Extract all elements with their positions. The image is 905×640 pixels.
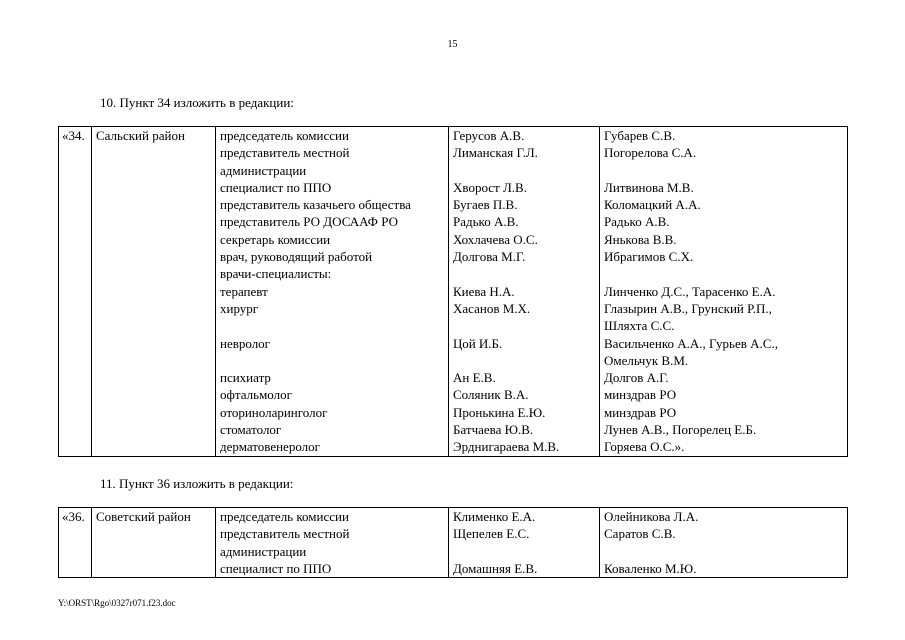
reserve-member-line (604, 543, 843, 560)
role-line: представитель местной (220, 145, 350, 161)
main-member-line: Герусов А.В. (453, 128, 525, 143)
district-name: Сальский район (96, 128, 185, 143)
role-line: администрации (220, 543, 307, 559)
amendment-heading-11: 11. Пункт 36 изложить в редакции: (100, 476, 294, 491)
reserve-member-line: Янькова В.В. (604, 231, 677, 247)
main-member-line: Хворост Л.В. (453, 179, 527, 195)
reserve-member-line: Саратов С.В. (604, 526, 676, 542)
role-line: стоматолог (220, 422, 282, 438)
reserve-member-line: Шляхта С.С. (604, 318, 675, 334)
role-line: врач, руководящий работой (220, 249, 373, 265)
main-member-line: Радько А.В. (453, 214, 519, 230)
main-member-line: Цой И.Б. (453, 335, 503, 351)
main-member-line (453, 162, 595, 179)
role-line: дерматовенеролог (220, 439, 320, 455)
commission-table-34 (58, 126, 848, 457)
amendment-heading-10: 10. Пункт 34 изложить в редакции: (100, 95, 294, 110)
table-row (59, 127, 848, 457)
reserve-member-line: минздрав РО (604, 404, 677, 420)
reserve-member-line: Омельчук В.М. (604, 352, 689, 368)
role-line: оториноларинголог (220, 404, 328, 420)
main-member-line: Хасанов М.Х. (453, 300, 531, 316)
role-line: председатель комиссии (220, 128, 349, 143)
reserve-member-line: Долгов А.Г. (604, 370, 669, 386)
role-line: хирург (220, 300, 259, 316)
role-line: секретарь комиссии (220, 231, 331, 247)
reserve-member-line: Линченко Д.С., Тарасенко Е.А. (604, 283, 776, 299)
main-member-line (453, 265, 595, 282)
role-line: представитель казачьего общества (220, 197, 411, 213)
role-line: представитель местной (220, 526, 350, 542)
reserve-member-line: Глазырин А.В., Грунский Р.П., (604, 300, 772, 316)
role-line (220, 317, 444, 334)
main-member-line: Лиманская Г.Л. (453, 145, 538, 161)
main-member-line: Клименко Е.А. (453, 509, 536, 524)
file-path-footer: Y:\ORST\Rgo\0327r071.f23.doc (58, 598, 176, 608)
role-line: невролог (220, 335, 271, 351)
reserve-member-line (604, 265, 843, 282)
reserve-members-cell (600, 127, 848, 457)
reserve-member-line: Коваленко М.Ю. (604, 560, 697, 576)
page-number: 15 (447, 39, 458, 50)
district-cell (92, 508, 216, 578)
reserve-member-line: Литвинова М.В. (604, 179, 694, 195)
roles-cell (216, 127, 449, 457)
main-member-line (453, 543, 595, 560)
item-number: «34. (62, 128, 85, 143)
role-line: администрации (220, 162, 307, 178)
reserve-member-line: Ибрагимов С.Х. (604, 249, 694, 265)
role-line: председатель комиссии (220, 509, 349, 524)
table-row (59, 508, 848, 578)
reserve-members-cell (600, 508, 848, 578)
role-line: терапевт (220, 283, 268, 299)
main-member-line: Пронькина Е.Ю. (453, 404, 546, 420)
item-number: «36. (62, 509, 85, 524)
main-member-line: Киева Н.А. (453, 283, 515, 299)
role-line: специалист по ППО (220, 560, 332, 576)
role-line (220, 352, 444, 369)
roles-cell (216, 508, 449, 578)
reserve-member-line: Коломацкий А.А. (604, 197, 701, 213)
reserve-member-line: Радько А.В. (604, 214, 670, 230)
item-number-cell (59, 508, 92, 578)
reserve-member-line: Лунев А.В., Погорелец Е.Б. (604, 422, 757, 438)
main-member-line: Хохлачева О.С. (453, 231, 538, 247)
main-member-line: Бугаев П.В. (453, 197, 518, 213)
main-member-line: Батчаева Ю.В. (453, 422, 534, 438)
main-member-line: Эрднигараева М.В. (453, 439, 560, 455)
main-member-line: Щепелев Е.С. (453, 526, 530, 542)
role-line: специалист по ППО (220, 179, 332, 195)
district-cell (92, 127, 216, 457)
district-name: Советский район (96, 509, 191, 524)
reserve-member-line: Губарев С.В. (604, 128, 676, 143)
reserve-member-line: Олейникова Л.А. (604, 509, 699, 524)
main-member-line: Соляник В.А. (453, 387, 529, 403)
reserve-member-line: Погорелова С.А. (604, 145, 697, 161)
main-members-cell (449, 508, 600, 578)
main-members-cell (449, 127, 600, 457)
reserve-member-line: минздрав РО (604, 387, 677, 403)
role-line: психиатр (220, 370, 271, 386)
reserve-member-line (604, 162, 843, 179)
commission-table-36 (58, 507, 848, 578)
main-member-line: Домашняя Е.В. (453, 560, 538, 576)
role-line: представитель РО ДОСААФ РО (220, 214, 398, 230)
main-member-line: Ан Е.В. (453, 370, 496, 386)
reserve-member-line: Горяева О.С.». (604, 439, 685, 455)
main-member-line (453, 317, 595, 334)
reserve-member-line: Васильченко А.А., Гурьев А.С., (604, 335, 778, 351)
item-number-cell (59, 127, 92, 457)
main-member-line: Долгова М.Г. (453, 249, 526, 265)
role-line: врачи-специалисты: (220, 266, 332, 282)
main-member-line (453, 352, 595, 369)
role-line: офтальмолог (220, 387, 292, 403)
